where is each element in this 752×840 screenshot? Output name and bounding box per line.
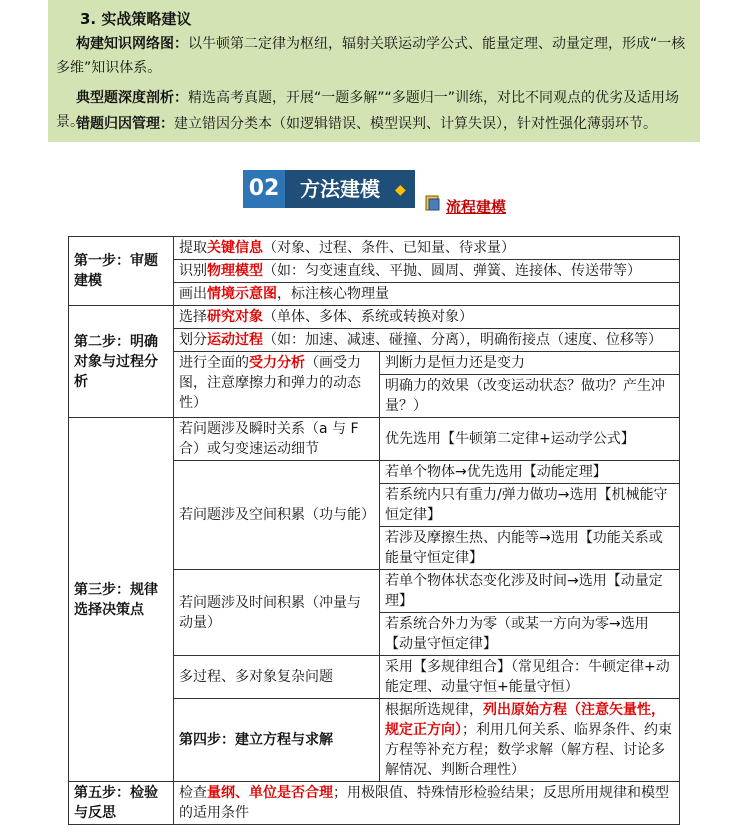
paragraph-knowledge-network bbox=[56, 32, 696, 80]
table-cell: 进行全面的受力分析（画受力图，注意摩擦力和弹力的动态性） bbox=[174, 352, 380, 418]
table-cell: 识别物理模型（如：匀变速直线、平抛、圆周、弹簧、连接体、传送带等） bbox=[174, 260, 680, 283]
table-cell: 若涉及摩擦生热、内能等→选用【功能关系或能量守恒定律】 bbox=[380, 527, 680, 570]
table-cell: 判断力是恒力还是变力 bbox=[380, 352, 680, 375]
table-cell: 若问题涉及瞬时关系（a 与 F 合）或匀变速运动细节 bbox=[174, 418, 380, 461]
header-number: 02 bbox=[243, 170, 285, 208]
table-cell: 若问题涉及时间积累（冲量与动量） bbox=[174, 570, 380, 656]
table-cell: 优先选用【牛顿第二定律+运动学公式】 bbox=[380, 418, 680, 461]
table-cell: 明确力的效果（改变运动状态？做功？产生冲量？） bbox=[380, 375, 680, 418]
paragraph-text: 建立错因分类本（如逻辑错误、模型误判、计算失误），针对性强化薄弱环节。 bbox=[174, 116, 657, 132]
step-5-label: 第五步：检验与反思 bbox=[69, 782, 174, 825]
section-title: 3. 实战策略建议 bbox=[80, 10, 192, 28]
table-cell: 若系统内只有重力/弹力做功→选用【机械能守恒定律】 bbox=[380, 484, 680, 527]
table-cell: 若单个物体状态变化涉及时间→选用【动量定理】 bbox=[380, 570, 680, 613]
step-4-label: 第四步：建立方程与求解 bbox=[174, 699, 380, 782]
paragraph-error-management bbox=[56, 112, 696, 136]
paragraph-label: 错题归因管理： bbox=[76, 116, 174, 132]
step-3-label: 第三步：规律选择决策点 bbox=[69, 418, 174, 782]
table-cell: 检查量纲、单位是否合理；用极限值、特殊情形检验结果；反思所用规律和模型的适用条件 bbox=[174, 782, 680, 825]
table-cell: 提取关键信息（对象、过程、条件、已知量、待求量） bbox=[174, 237, 680, 260]
paragraph-label: 构建知识网络图： bbox=[76, 36, 188, 52]
table-cell: 选择研究对象（单体、多体、系统或转换对象） bbox=[174, 306, 680, 329]
method-table bbox=[68, 236, 680, 825]
method-modeling-header bbox=[243, 170, 415, 208]
paragraph-text: 精选高考真题，开展“一题多解”“多题归一”训练，对比不同观点的优劣及适用场景。 bbox=[56, 90, 680, 130]
paragraph-label: 典型题深度剖析： bbox=[76, 90, 188, 106]
flow-modeling-link[interactable]: 流程建模 bbox=[446, 198, 507, 216]
step-1-label: 第一步：审题建模 bbox=[69, 237, 174, 306]
step-2-label: 第二步：明确对象与过程分析 bbox=[69, 306, 174, 418]
table-cell: 若系统合外力为零（或某一方向为零→选用【动量守恒定律】 bbox=[380, 613, 680, 656]
table-cell: 划分运动过程（如：加速、减速、碰撞、分离），明确衔接点（速度、位移等） bbox=[174, 329, 680, 352]
table-cell: 多过程、多对象复杂问题 bbox=[174, 656, 380, 699]
table-cell: 画出情境示意图，标注核心物理量 bbox=[174, 283, 680, 306]
table-cell: 采用【多规律组合】（常见组合：牛顿定律+动能定理、动量守恒+能量守恒） bbox=[380, 656, 680, 699]
flow-icon bbox=[424, 194, 442, 212]
diamond-icon: ◆ bbox=[395, 182, 406, 198]
table-cell: 根据所选规律，列出原始方程（注意矢量性，规定正方向）；利用几何关系、临界条件、约束方程等补充方程；数学求解（解方程、讨论多解情况、判断合理性） bbox=[380, 699, 680, 782]
paragraph-text: 以牛顿第二定律为枢纽，辐射关联运动学公式、能量定理、动量定理，形成“一核多维”知识体系。 bbox=[56, 36, 686, 76]
table-cell: 若单个物体→优先选用【动能定理】 bbox=[380, 461, 680, 484]
table-cell: 若问题涉及空间积累（功与能） bbox=[174, 461, 380, 570]
header-title: 方法建模 bbox=[300, 177, 380, 201]
